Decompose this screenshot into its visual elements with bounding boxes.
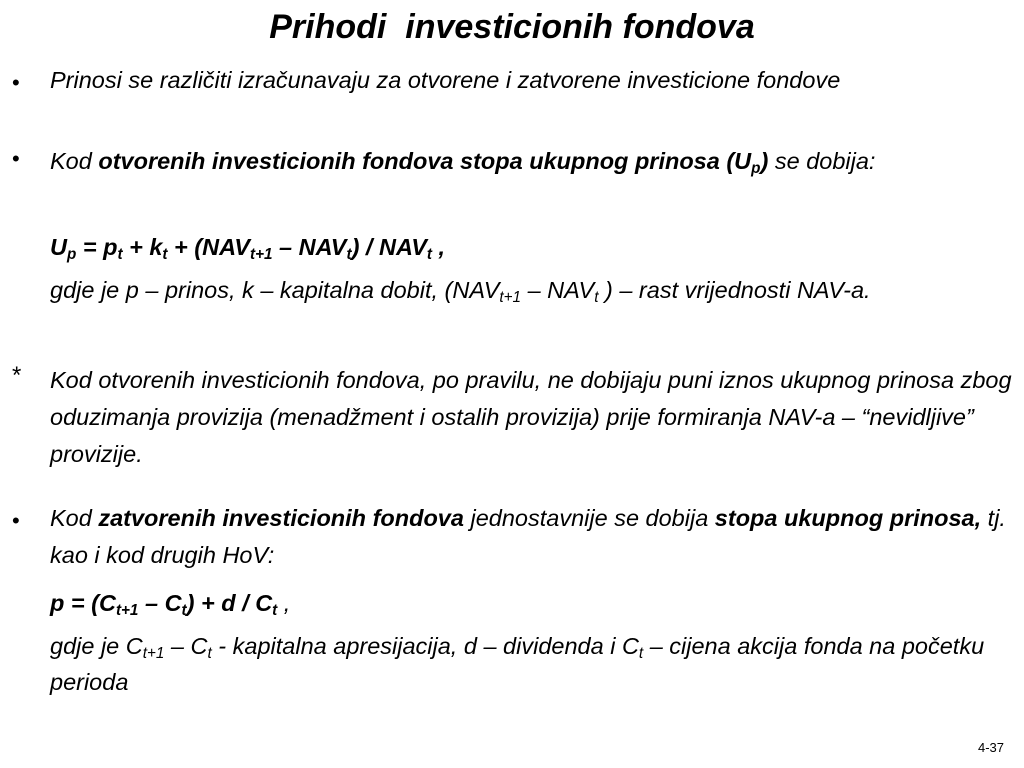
note-marker: * <box>12 362 22 389</box>
bullet-marker: • <box>12 508 20 533</box>
bullet-marker: • <box>12 146 20 171</box>
bullet-otvoreni <box>50 144 1015 178</box>
formula-up: $U_p = p_t + k_t + (NAV_{t+1} - NAV_t) / NAV_t$ , <box>50 234 446 263</box>
bullet-marker: • <box>12 70 20 95</box>
bold-fragment: otvorenih investicionih fondova stopa ukupnog prinosa $(U_p)$ <box>98 148 769 177</box>
slide-title: Prihodi investicionih fondova <box>269 8 755 46</box>
note-text: Kod otvorenih investicionih fondova, po pravilu, ne dobijaju puni iznos ukupnog prinosa zbog oduzimanja provizija (menadžment i ostalih provizija) prije formiranja NAV-a – “nevidljive” provizije. <box>50 367 1012 467</box>
bullet-text: Prinosi se različiti izračunavaju za otvorene i zatvorene investicione fondove <box>50 67 841 93</box>
formula-p: $p = (C_{t+1} - C_t) + d / C_t$ , <box>50 590 291 619</box>
page-number: 4-37 <box>977 740 1004 755</box>
formula-p-explanation: gdje je $C_{t+1} - C_t$ - kapitalna apresijacija, d – dividenda i $C_t$ – cijena akcija fonda na početku perioda <box>50 633 985 695</box>
text-fragment: Kod <box>50 148 99 174</box>
formula-up-explanation: gdje je p – prinos, k – kapitalna dobit, ($NAV_{t+1} - NAV_t$ ) – rast vrijednosti NAV-a. <box>50 277 871 306</box>
text-fragment: se dobija: <box>768 148 876 174</box>
bullet-zatvoreni: Kod zatvorenih investicionih fondova jednostavnije se dobija stopa ukupnog prinosa, tj. kao i kod drugih HoV: <box>50 505 1006 568</box>
